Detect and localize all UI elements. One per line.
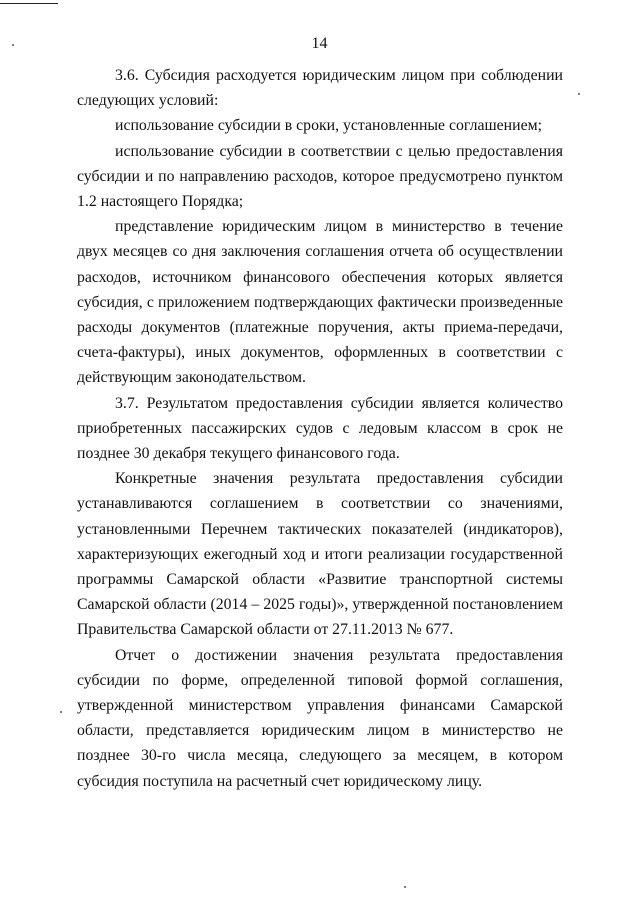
paragraph-3-6: 3.6. Субсидия расходуется юридическим лицом при соблюдении следующих условий: [77, 67, 563, 110]
scan-speck [12, 44, 14, 46]
paragraph-3-7: 3.7. Результатом предоставления субсидии является количество приобретенных пассажирских судов с ледовым классом в срок не позднее 30 декабря текущего финансового года. [77, 394, 563, 463]
scan-speck [60, 711, 62, 713]
paragraph-condition-purpose: использование субсидии в соответствии с целью предоставления субсидии и по направлению расходов, которое предусмотрено пунктом 1.2 настоящего Порядка; [77, 142, 563, 211]
paragraph-condition-report: представление юридическим лицом в министерство в течение двух месяцев со дня заключения соглашения отчета об осуществлении расходов, источником финансового обеспечения которых является субсидия, с приложением подтверждающих фактически произведенные расходы документов (платежные поручения, акты приема-передачи, счета-фактуры), иных документов, оформленных в соответствии с действующим законодательством. [77, 218, 563, 387]
scan-speck [578, 93, 580, 95]
paragraph-condition-deadline: использование субсидии в сроки, установленные соглашением; [115, 117, 542, 135]
scan-speck [404, 886, 406, 888]
page-number: 14 [311, 35, 328, 52]
paragraph-result-values: Конкретные значения результата предоставления субсидии устанавливаются соглашением в соответствии со значениями, установленными Перечнем тактических показателей (индикаторов), характеризующих ежегодный ход и итоги реализации государственной программы Самарской области «Развитие транспортной системы Самарской области (2014 – 2025 годы)», утвержденной постановлением Правительства Самарской области от 27.11.2013 № 677. [77, 470, 563, 639]
scan-edge-line [0, 3, 58, 4]
paragraph-report-form: Отчет о достижении значения результата предоставления субсидии по форме, определенной типовой формой соглашения, утвержденной министерством управления финансами Самарской области, представляется юридическим лицом в министерство не позднее 30-го числа месяца, следующего за месяцем, в котором субсидия поступила на расчетный счет юридическому лицу. [77, 646, 563, 790]
document-body [77, 63, 563, 794]
